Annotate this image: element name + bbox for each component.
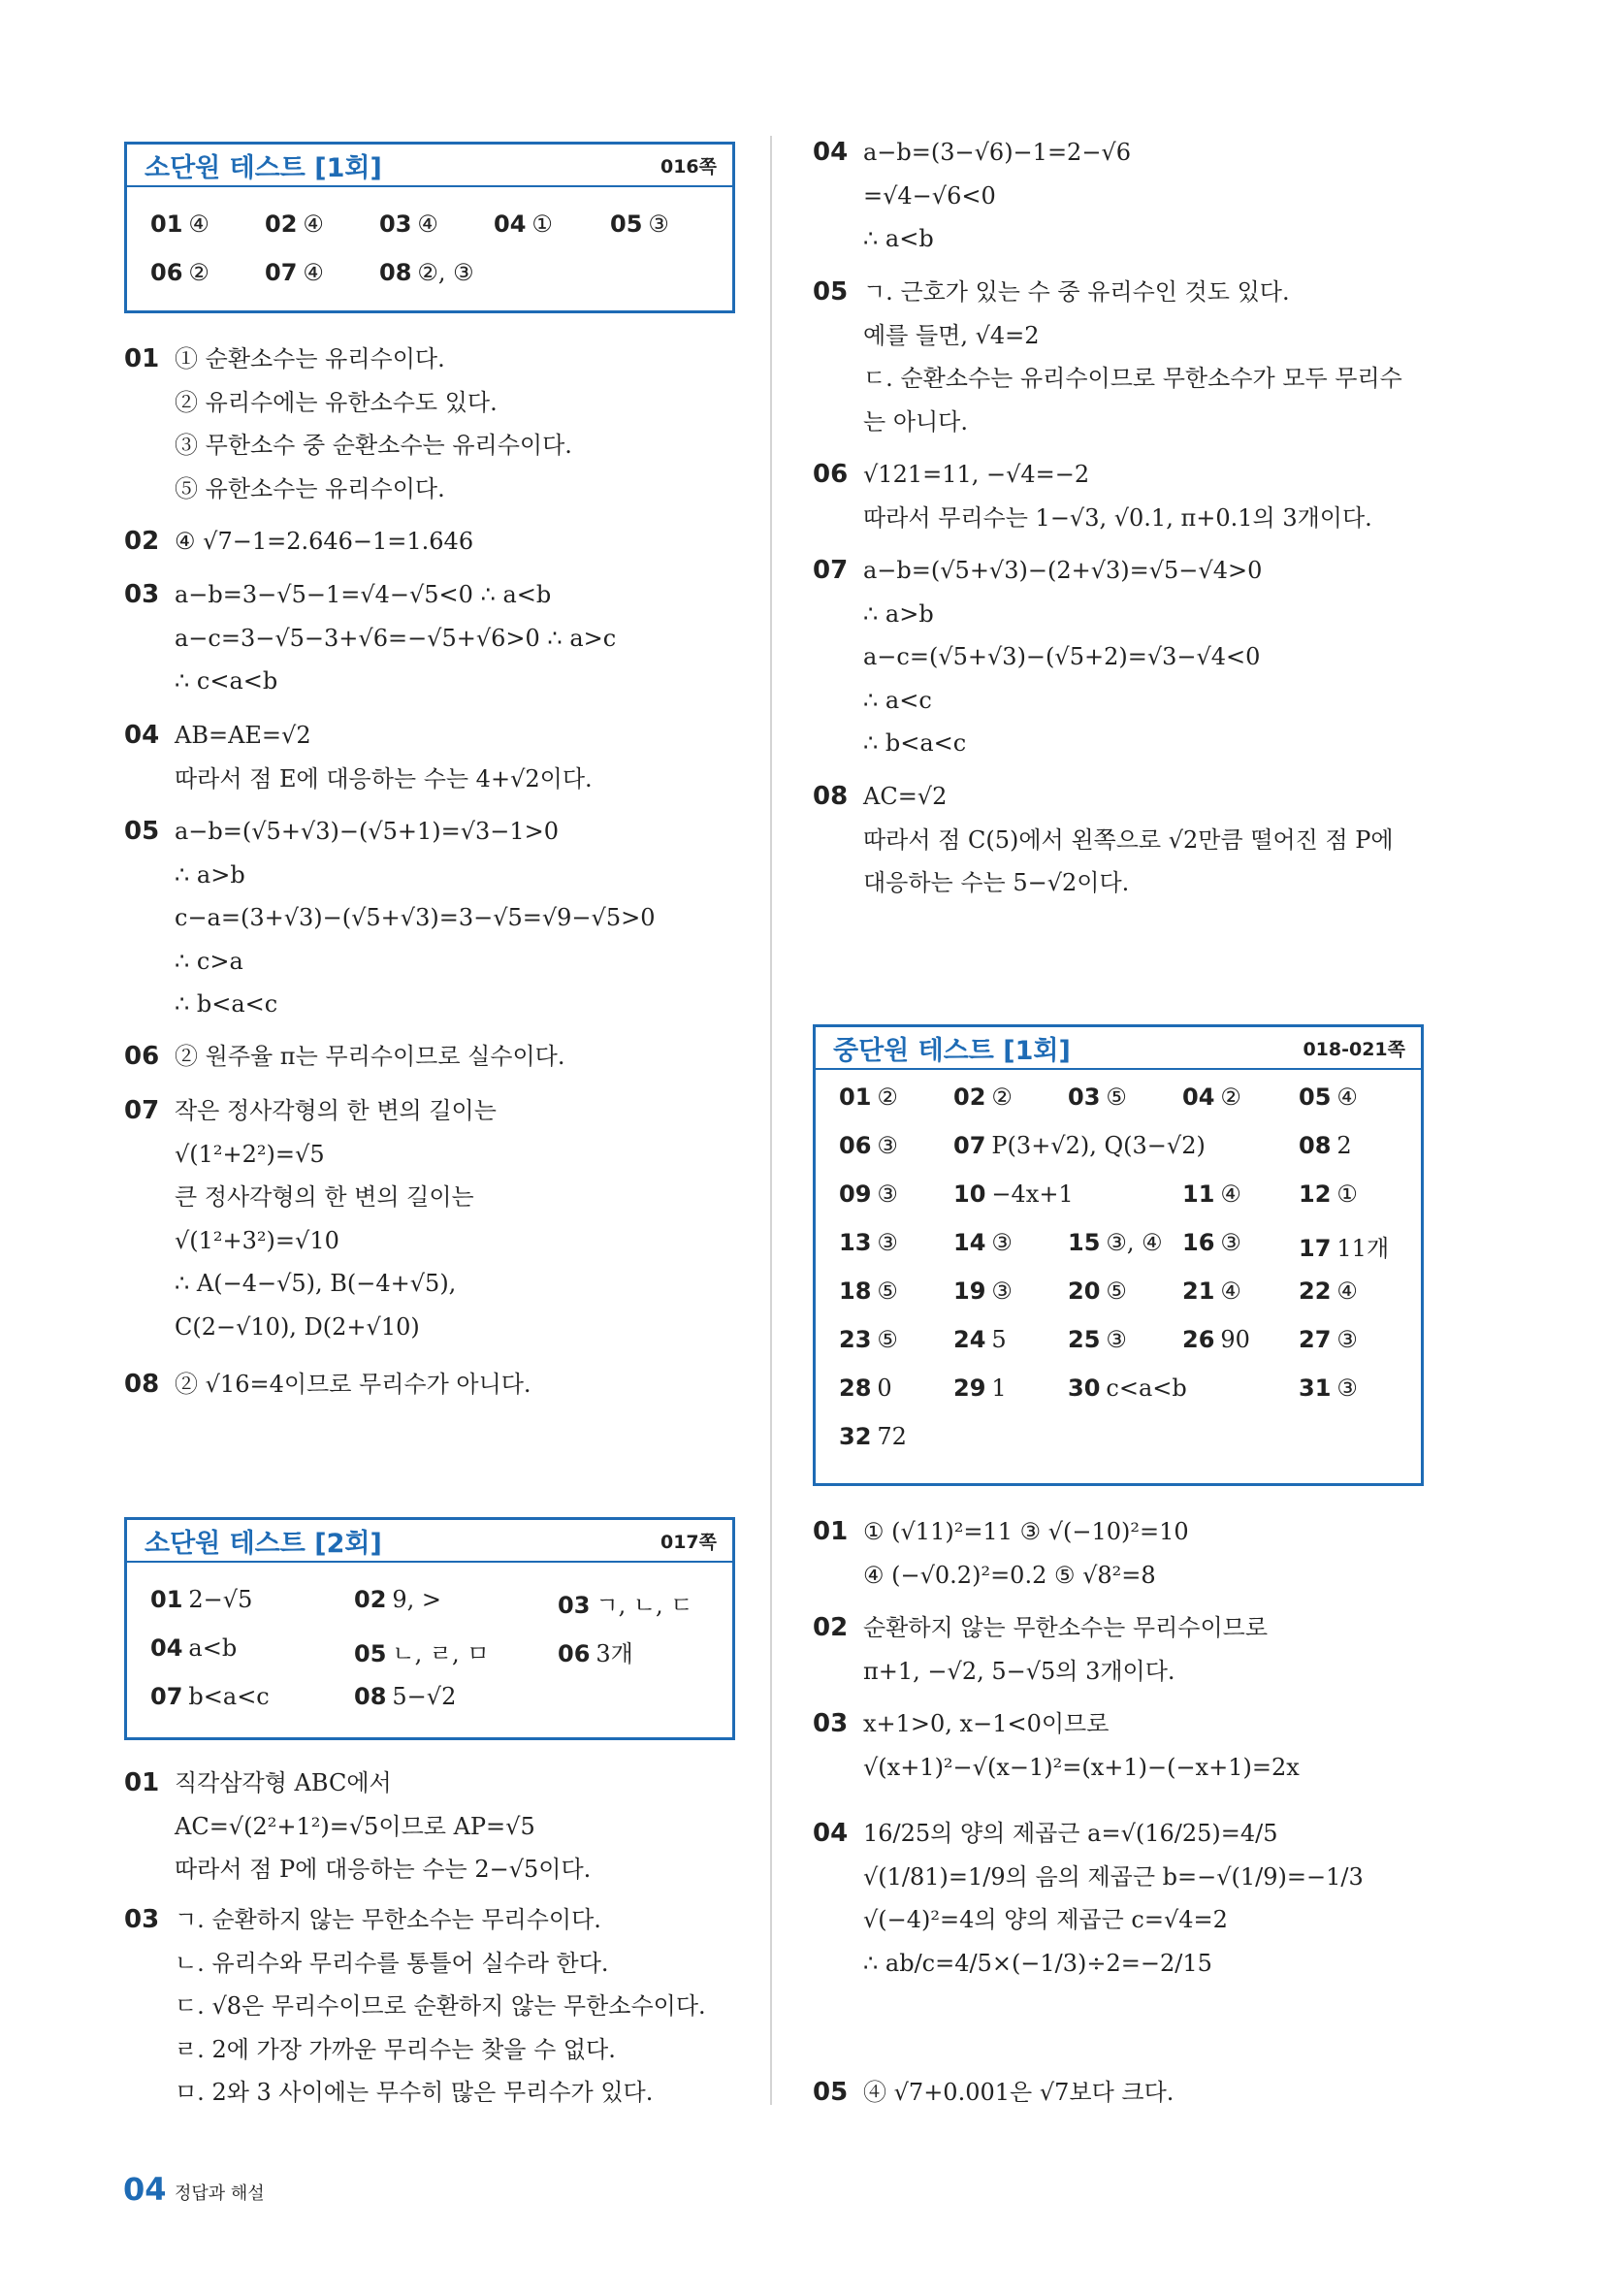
- solution-line: √(1/81)=1/9의 음의 제곱근 b=−√(1/9)=−1/3: [863, 1862, 1364, 1891]
- solution-line: a−b=(√5+√3)−(2+√3)=√5−√4>0: [863, 557, 1263, 584]
- solution-line: a−c=(√5+√3)−(√5+2)=√3−√4<0: [863, 643, 1261, 670]
- answer-value: ④: [1336, 1277, 1358, 1305]
- answer-value: ②: [188, 259, 209, 286]
- solution-lines: [175, 721, 593, 807]
- solution-line: ㄷ. 순환소수는 유리수이므로 무한소수가 모두 무리수: [863, 365, 1402, 392]
- answer-number: 04: [494, 210, 527, 238]
- solution-line: √(1²+3²)=√10: [175, 1226, 339, 1254]
- solution-line: √(1²+2²)=√5: [175, 1140, 325, 1168]
- solution-line: ③ 무한소수 중 순환소수는 유리수이다.: [175, 432, 572, 459]
- answer-cell: [839, 1277, 898, 1305]
- answer-value: ③: [877, 1229, 898, 1256]
- answer-cell: [1299, 1374, 1358, 1402]
- answer-number: 05: [610, 210, 643, 238]
- answer-value: ④: [303, 210, 324, 238]
- solution-line: =√4−√6<0: [863, 181, 996, 210]
- solution-line: 예를 들면, √4=2: [863, 321, 1040, 349]
- solution-lines: [175, 527, 473, 570]
- solution-line: ∴ a>b: [175, 860, 245, 889]
- answer-cell: [354, 1683, 456, 1710]
- answer-value: −4x+1: [991, 1180, 1074, 1208]
- solution-line: ∴ b<a<c: [175, 990, 278, 1018]
- answer-cell: [379, 210, 438, 238]
- solution-line: ∴ A(−4−√5), B(−4+√5),: [175, 1270, 457, 1297]
- solution-number: 03: [124, 1905, 160, 1934]
- solution-lines: [175, 580, 616, 710]
- answer-number: 11: [1182, 1180, 1215, 1208]
- answer-number: 02: [265, 210, 298, 238]
- solution-line: ㄴ. 유리수와 무리수를 통틀어 실수라 한다.: [175, 1949, 609, 1977]
- page-number: 04: [123, 2171, 167, 2208]
- answer-cell: [953, 1374, 1007, 1402]
- box-title: 중단원 테스트 [1회]: [833, 1035, 1071, 1066]
- solution-number: 05: [124, 817, 160, 846]
- answer-number: 26: [1182, 1326, 1215, 1353]
- answer-box-small-test-2: [124, 1517, 735, 1740]
- answer-number: 23: [839, 1326, 872, 1353]
- solution-line: x+1>0, x−1<0이므로: [863, 1710, 1110, 1737]
- answer-number: 02: [354, 1586, 387, 1613]
- solution-lines: [863, 1709, 1300, 1795]
- answer-number: 07: [953, 1132, 986, 1159]
- solution-lines: [863, 138, 1131, 268]
- solution-line: ㄱ. 순환하지 않는 무한소수는 무리수이다.: [175, 1906, 601, 1933]
- answer-cell: [379, 259, 474, 286]
- answer-number: 28: [839, 1374, 872, 1402]
- answer-number: 10: [953, 1180, 986, 1208]
- solution-lines: [863, 460, 1372, 546]
- answer-cell: [1299, 1180, 1358, 1208]
- answer-cell: [839, 1132, 898, 1159]
- footer-label: 정답과 해설: [175, 2183, 265, 2204]
- solution-lines: [175, 1096, 497, 1355]
- answer-number: 02: [953, 1083, 986, 1111]
- column-divider: [770, 136, 772, 2105]
- solution-line: 따라서 점 E에 대응하는 수는 4+√2이다.: [175, 764, 593, 792]
- solution-number: 03: [813, 1709, 849, 1738]
- answer-value: ④: [1336, 1083, 1358, 1111]
- solution-line: a−c=3−√5−3+√6=−√5+√6>0 ∴ a>c: [175, 624, 617, 652]
- answer-number: 06: [558, 1640, 591, 1667]
- answer-cell: [265, 259, 324, 286]
- answer-value: 5−√2: [392, 1683, 457, 1710]
- answer-value: 9, >: [392, 1586, 442, 1613]
- answer-number: 20: [1068, 1277, 1101, 1305]
- solution-line: ㅁ. 2와 3 사이에는 무수히 많은 무리수가 있다.: [175, 2079, 654, 2106]
- solution-number: 01: [124, 1768, 160, 1797]
- answer-cell: [558, 1634, 633, 1668]
- solution-line: ㄱ. 근호가 있는 수 중 유리수인 것도 있다.: [863, 278, 1290, 306]
- answer-value: ③: [1336, 1326, 1358, 1353]
- answer-value: ⑤: [877, 1277, 898, 1305]
- solution-line: a−b=(3−√6)−1=2−√6: [863, 139, 1131, 166]
- answer-number: 03: [1068, 1083, 1101, 1111]
- answer-number: 07: [150, 1683, 183, 1710]
- answer-cell: [150, 1586, 252, 1613]
- answer-cell: [1182, 1277, 1241, 1305]
- solution-line: 순환하지 않는 무한소수는 무리수이므로: [863, 1614, 1269, 1641]
- answer-value: ②, ③: [417, 259, 474, 286]
- answer-cell: [354, 1634, 489, 1668]
- answer-number: 18: [839, 1277, 872, 1305]
- answer-cell: [1299, 1326, 1358, 1353]
- answer-value: ⑤: [877, 1326, 898, 1353]
- answer-number: 21: [1182, 1277, 1215, 1305]
- answer-value: ④: [303, 259, 324, 286]
- answer-cell: [1299, 1083, 1358, 1111]
- answer-number: 22: [1299, 1277, 1332, 1305]
- answer-number: 03: [379, 210, 412, 238]
- solution-line: ∴ b<a<c: [863, 729, 967, 757]
- answer-cell: [953, 1277, 1013, 1305]
- answer-box-mid-test-1: [813, 1024, 1424, 1486]
- solution-number: 04: [813, 1819, 849, 1848]
- answer-number: 25: [1068, 1326, 1101, 1353]
- solution-line: ∴ c>a: [175, 947, 243, 975]
- solution-number: 05: [813, 2078, 849, 2107]
- answer-number: 24: [953, 1326, 986, 1353]
- box-header: [127, 1520, 732, 1563]
- solution-line: ∴ a<c: [863, 686, 932, 714]
- solution-line: ① 순환소수는 유리수이다.: [175, 345, 445, 372]
- answer-value: ②: [991, 1083, 1013, 1111]
- answer-cell: [150, 1634, 237, 1662]
- solution-lines: [863, 556, 1262, 772]
- answer-cell: [265, 210, 324, 238]
- answer-cell: [1299, 1229, 1389, 1263]
- answer-value: ㄴ, ㄹ, ㅁ: [392, 1640, 490, 1667]
- answer-cell: [494, 210, 553, 238]
- answer-value: ⑤: [1106, 1277, 1127, 1305]
- answer-number: 13: [839, 1229, 872, 1256]
- answer-value: ②: [1220, 1083, 1241, 1111]
- solution-line: ∴ a>b: [863, 599, 934, 628]
- answer-number: 05: [1299, 1083, 1332, 1111]
- answer-value: 90: [1220, 1326, 1250, 1353]
- solution-lines: [175, 1905, 706, 2121]
- solution-line: 큰 정사각형의 한 변의 길이는: [175, 1183, 474, 1211]
- solution-line: ① (√11)²=11 ③ √(−10)²=10: [863, 1518, 1189, 1545]
- solution-lines: [863, 1819, 1364, 1991]
- answer-cell: [953, 1229, 1013, 1256]
- solution-line: ∴ c<a<b: [175, 667, 278, 695]
- solution-lines: [175, 1768, 591, 1898]
- answer-number: 04: [1182, 1083, 1215, 1111]
- answer-cell: [1182, 1229, 1241, 1256]
- answer-cell: [953, 1083, 1013, 1111]
- solution-line: AB=AE=√2: [175, 722, 311, 749]
- answer-number: 19: [953, 1277, 986, 1305]
- answer-number: 30: [1068, 1374, 1101, 1402]
- answer-value: ㄱ, ㄴ, ㄷ: [595, 1592, 693, 1619]
- box-page-ref: 016쪽: [660, 155, 717, 178]
- answer-value: 5: [991, 1326, 1007, 1353]
- answer-number: 01: [150, 1586, 183, 1613]
- answer-cell: [1299, 1132, 1352, 1159]
- answer-cell: [354, 1586, 441, 1613]
- answer-number: 15: [1068, 1229, 1101, 1256]
- answer-value: b<a<c: [188, 1683, 270, 1710]
- answer-value: ③: [1106, 1326, 1127, 1353]
- solution-number: 06: [813, 460, 849, 489]
- solution-lines: [863, 1517, 1189, 1603]
- answer-value: 3개: [595, 1640, 633, 1667]
- answer-number: 01: [839, 1083, 872, 1111]
- solution-number: 07: [813, 556, 849, 585]
- solution-line: ② 원주율 π는 무리수이므로 실수이다.: [175, 1043, 565, 1070]
- answer-number: 08: [379, 259, 412, 286]
- answer-cell: [839, 1083, 898, 1111]
- solution-lines: [863, 1613, 1268, 1699]
- solution-line: ④ √7+0.001은 √7보다 크다.: [863, 2079, 1175, 2106]
- solution-number: 01: [124, 344, 160, 373]
- solution-line: 작은 정사각형의 한 변의 길이는: [175, 1097, 497, 1124]
- answer-value: 1: [991, 1374, 1007, 1402]
- answer-cell: [839, 1180, 898, 1208]
- answer-value: ③: [1220, 1229, 1241, 1256]
- answer-value: 72: [877, 1423, 907, 1450]
- answer-number: 16: [1182, 1229, 1215, 1256]
- answer-value: ③: [991, 1277, 1013, 1305]
- solution-number: 08: [813, 782, 849, 811]
- answer-value: ④: [1220, 1180, 1241, 1208]
- solution-line: AC=√2: [863, 783, 948, 810]
- box-title: 소단원 테스트 [2회]: [145, 1528, 382, 1559]
- solution-line: 따라서 무리수는 1−√3, √0.1, π+0.1의 3개이다.: [863, 503, 1372, 532]
- solution-number: 02: [813, 1613, 849, 1642]
- answer-number: 06: [839, 1132, 872, 1159]
- answer-number: 03: [558, 1592, 591, 1619]
- solution-line: 따라서 점 P에 대응하는 수는 2−√5이다.: [175, 1856, 592, 1883]
- answer-cell: [1182, 1180, 1241, 1208]
- answer-value: P(3+√2), Q(3−√2): [991, 1132, 1206, 1159]
- solution-number: 04: [813, 138, 849, 167]
- answer-cell: [839, 1229, 898, 1256]
- answer-cell: [1182, 1326, 1250, 1353]
- answer-number: 01: [150, 210, 183, 238]
- answer-value: ③: [877, 1132, 898, 1159]
- answer-value: 0: [877, 1374, 892, 1402]
- answer-number: 12: [1299, 1180, 1332, 1208]
- solution-lines: [863, 782, 1394, 912]
- answer-cell: [953, 1132, 1206, 1159]
- answer-value: c<a<b: [1106, 1374, 1187, 1402]
- solution-line: 는 아니다.: [863, 407, 968, 436]
- answer-number: 31: [1299, 1374, 1332, 1402]
- answer-number: 09: [839, 1180, 872, 1208]
- solution-line: 따라서 점 C(5)에서 왼쪽으로 √2만큼 떨어진 점 P에: [863, 825, 1394, 854]
- solution-line: C(2−√10), D(2+√10): [175, 1312, 420, 1341]
- answer-value: 2: [1336, 1132, 1352, 1159]
- answer-number: 08: [354, 1683, 387, 1710]
- solution-number: 06: [124, 1042, 160, 1071]
- solution-line: π+1, −√2, 5−√5의 3개이다.: [863, 1657, 1175, 1685]
- answer-value: ④: [1220, 1277, 1241, 1305]
- solution-lines: [863, 2078, 1174, 2121]
- solution-lines: [175, 1370, 531, 1413]
- answer-number: 04: [150, 1634, 183, 1662]
- box-header: [816, 1027, 1421, 1070]
- answer-number: 07: [265, 259, 298, 286]
- answer-cell: [1068, 1083, 1127, 1111]
- solution-line: 직각삼각형 ABC에서: [175, 1769, 392, 1796]
- solution-number: 08: [124, 1370, 160, 1399]
- answer-box-small-test-1: [124, 142, 735, 313]
- answer-cell: [1068, 1229, 1163, 1256]
- solution-line: √(−4)²=4의 양의 제곱근 c=√4=2: [863, 1906, 1228, 1933]
- answer-value: ③: [1336, 1374, 1358, 1402]
- box-header: [127, 145, 732, 187]
- answer-cell: [953, 1180, 1074, 1208]
- solution-lines: [863, 277, 1402, 450]
- answer-value: ③: [648, 210, 669, 238]
- solution-line: √(x+1)²−√(x−1)²=(x+1)−(−x+1)=2x: [863, 1753, 1300, 1781]
- answer-cell: [839, 1326, 898, 1353]
- solution-line: ④ √7−1=2.646−1=1.646: [175, 528, 474, 555]
- solution-lines: [175, 344, 572, 517]
- answer-value: ④: [188, 210, 209, 238]
- answer-cell: [150, 210, 209, 238]
- box-page-ref: 017쪽: [660, 1531, 717, 1553]
- solution-line: ② √16=4이므로 무리수가 아니다.: [175, 1371, 531, 1398]
- answer-cell: [1068, 1326, 1127, 1353]
- answer-value: ③: [877, 1180, 898, 1208]
- solution-line: c−a=(3+√3)−(√5+√3)=3−√5=√9−√5>0: [175, 904, 656, 931]
- solution-number: 04: [124, 721, 160, 750]
- answer-number: 32: [839, 1423, 872, 1450]
- answer-value: ①: [1336, 1180, 1358, 1208]
- solution-line: 대응하는 수는 5−√2이다.: [863, 869, 1130, 896]
- solution-line: ⑤ 유한소수는 유리수이다.: [175, 474, 445, 502]
- answer-number: 14: [953, 1229, 986, 1256]
- answer-cell: [839, 1374, 892, 1402]
- solution-line: ∴ ab/c=4/5×(−1/3)÷2=−2/15: [863, 1949, 1212, 1977]
- answer-value: 2−√5: [188, 1586, 253, 1613]
- answer-cell: [1068, 1277, 1127, 1305]
- answer-value: ④: [417, 210, 438, 238]
- solution-line: √121=11, −√4=−2: [863, 461, 1090, 488]
- answer-value: ①: [531, 210, 553, 238]
- solution-line: ② 유리수에는 유한소수도 있다.: [175, 388, 498, 416]
- answer-value: ③, ④: [1106, 1229, 1163, 1256]
- answer-number: 08: [1299, 1132, 1332, 1159]
- answer-cell: [150, 259, 209, 286]
- solution-number: 03: [124, 580, 160, 609]
- answer-number: 29: [953, 1374, 986, 1402]
- answer-value: ⑤: [1106, 1083, 1127, 1111]
- solution-number: 05: [813, 277, 849, 307]
- solution-lines: [175, 817, 655, 1033]
- answer-value: ③: [991, 1229, 1013, 1256]
- solution-lines: [175, 1042, 565, 1085]
- answer-number: 17: [1299, 1235, 1332, 1262]
- answer-cell: [953, 1326, 1007, 1353]
- answer-value: a<b: [188, 1634, 238, 1662]
- answer-cell: [1068, 1374, 1187, 1402]
- solution-line: ∴ a<b: [863, 225, 934, 252]
- answer-value: ②: [877, 1083, 898, 1111]
- box-page-ref: 018-021쪽: [1303, 1038, 1405, 1060]
- answer-value: 11개: [1336, 1235, 1390, 1262]
- answer-cell: [839, 1423, 907, 1450]
- answer-cell: [610, 210, 669, 238]
- solution-number: 01: [813, 1517, 849, 1546]
- solution-line: a−b=(√5+√3)−(√5+1)=√3−1>0: [175, 818, 560, 845]
- answer-cell: [558, 1586, 692, 1620]
- answer-number: 05: [354, 1640, 387, 1667]
- solution-line: ㄷ. √8은 무리수이므로 순환하지 않는 무한소수이다.: [175, 1992, 706, 2020]
- solution-line: ④ (−√0.2)²=0.2 ⑤ √8²=8: [863, 1561, 1156, 1589]
- solution-number: 07: [124, 1096, 160, 1125]
- answer-number: 27: [1299, 1326, 1332, 1353]
- solution-line: 16/25의 양의 제곱근 a=√(16/25)=4/5: [863, 1820, 1278, 1847]
- box-title: 소단원 테스트 [1회]: [145, 152, 382, 183]
- answer-number: 06: [150, 259, 183, 286]
- answer-cell: [1182, 1083, 1241, 1111]
- solution-line: ㄹ. 2에 가장 가까운 무리수는 찾을 수 없다.: [175, 2035, 616, 2063]
- answer-cell: [1299, 1277, 1358, 1305]
- solution-number: 02: [124, 527, 160, 556]
- answer-cell: [150, 1683, 270, 1710]
- solution-line: a−b=3−√5−1=√4−√5<0 ∴ a<b: [175, 581, 552, 608]
- solution-line: AC=√(2²+1²)=√5이므로 AP=√5: [175, 1812, 535, 1840]
